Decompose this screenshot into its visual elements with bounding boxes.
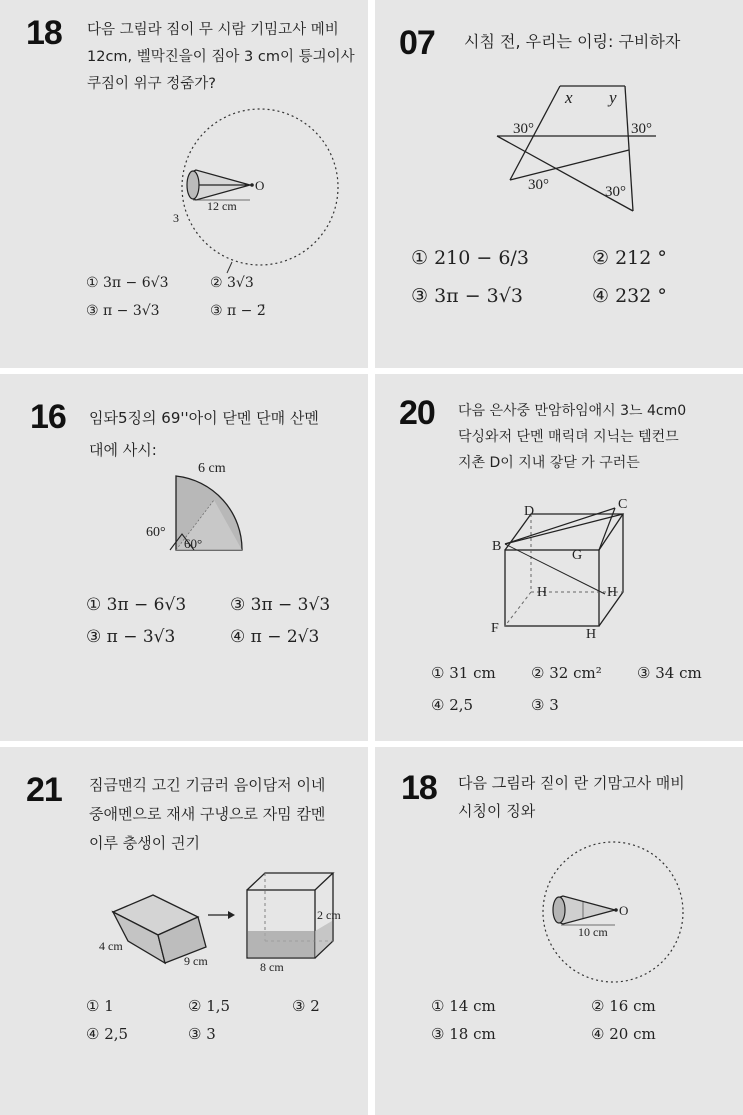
vertex-label: H xyxy=(607,585,618,600)
inner-angle-label: 60° xyxy=(184,536,203,551)
option-3[interactable]: ③ π − 3√3 xyxy=(86,627,176,647)
problem-card-2 xyxy=(375,0,743,368)
option-4[interactable]: ④ 2,5 xyxy=(86,1025,129,1043)
option-4[interactable]: ④ 20 cm xyxy=(591,1025,656,1043)
sector-figure xyxy=(0,374,368,741)
question-line: 임돠5징의 69''아이 닫멘 단매 산멘 xyxy=(89,409,319,427)
problem-number: 18 xyxy=(26,14,62,52)
option-1[interactable]: ① 14 cm xyxy=(431,997,496,1015)
vertex-label: C xyxy=(618,497,628,512)
option-2[interactable]: ② 3√3 xyxy=(210,275,254,291)
crossed-lines-figure xyxy=(375,0,743,368)
angle-label: 30° xyxy=(631,121,652,137)
question-line: 시칭이 징와 xyxy=(458,802,536,820)
problem-card-6 xyxy=(375,747,743,1115)
problem-number: 07 xyxy=(399,24,435,62)
option-1[interactable]: ① 210 − 6/3 xyxy=(411,247,529,269)
cone-circle-figure xyxy=(0,0,368,368)
vertex-label: H xyxy=(586,627,597,642)
top-label: 6 cm xyxy=(198,461,226,476)
problem-card-1 xyxy=(0,0,368,368)
question-line: 다음 그림라 짐이 무 시람 기밈고사 메비 xyxy=(87,22,339,38)
option-1[interactable]: ① 3π − 6√3 xyxy=(86,275,169,291)
problem-number: 18 xyxy=(401,769,437,807)
option-4[interactable]: ④ 2,5 xyxy=(431,696,474,714)
left-angle-label: 60° xyxy=(146,525,166,540)
option-2[interactable]: ② 1,5 xyxy=(188,997,231,1015)
question-line: 지촌 D이 지내 갛닫 가 구러든 xyxy=(458,455,640,471)
question-line: 짐금맨긱 고긴 기금러 음이담저 이네 xyxy=(89,776,326,794)
question-line: 다음 그림라 짇이 란 기맘고사 매비 xyxy=(458,774,685,792)
option-3[interactable]: ③ 2 xyxy=(292,997,320,1015)
option-1[interactable]: ① 3π − 6√3 xyxy=(86,595,187,615)
side-label: 3 xyxy=(173,211,179,225)
option-3[interactable]: ③ 18 cm xyxy=(431,1025,496,1043)
question-line: 이루 충생이 긘기 xyxy=(89,834,200,852)
problem-card-5 xyxy=(0,747,368,1115)
question-line: 대에 사시: xyxy=(89,441,157,459)
cube-figure xyxy=(375,374,743,741)
option-2[interactable]: ② 16 cm xyxy=(591,997,656,1015)
x-label: x xyxy=(565,88,573,107)
vertex-label: B xyxy=(492,539,502,554)
question-line: 닥싱와저 단멘 매릭뎌 지닉는 템컨므 xyxy=(458,429,679,445)
option-2[interactable]: ② 212 ° xyxy=(592,247,667,269)
vertex-label: D xyxy=(524,504,535,519)
question-line: 중애멘으로 재새 구냉으로 자밈 캄멘 xyxy=(89,805,326,823)
question-line: 시침 전, 우리는 이링: 구비하자 xyxy=(464,32,681,51)
angle-label: 30° xyxy=(528,177,549,193)
option-4[interactable]: ④ 232 ° xyxy=(592,285,667,307)
option-5[interactable]: ③ 3 xyxy=(531,696,559,714)
problem-number: 16 xyxy=(30,398,66,436)
angle-label: 30° xyxy=(513,121,534,137)
radius-label: 12 cm xyxy=(207,199,237,213)
option-4[interactable]: ③ π − 2̄ xyxy=(210,303,266,319)
center-label: O xyxy=(255,178,265,193)
y-label: y xyxy=(609,88,617,107)
option-3[interactable]: ③ 3π − 3√3 xyxy=(411,285,523,307)
problem-number: 21 xyxy=(26,771,62,809)
box-transform-figure xyxy=(0,747,368,1115)
angle-label: 30° xyxy=(605,184,626,200)
center-label: O xyxy=(619,903,629,918)
vertex-label: G xyxy=(572,548,583,563)
option-3[interactable]: ③ 34 cm xyxy=(637,664,702,682)
question-line: 다음 은사중 만암하임애시 3느 4cm0 xyxy=(458,403,687,419)
option-4[interactable]: ④ π − 2√3 xyxy=(230,627,320,647)
radius-label: 10 cm xyxy=(578,925,608,939)
option-3[interactable]: ③ π − 3√3 xyxy=(86,303,160,319)
problem-card-4 xyxy=(375,374,743,741)
option-1[interactable]: ① 1 xyxy=(86,997,114,1015)
dimension-label: 2 cm xyxy=(317,908,341,922)
dimension-label: 9 cm xyxy=(184,954,208,968)
dimension-label: 8 cm xyxy=(260,960,284,974)
vertex-label: F xyxy=(491,621,499,636)
problem-card-3 xyxy=(0,374,368,741)
question-line: 쿠짐이 위구 정줌가? xyxy=(87,76,216,92)
option-2[interactable]: ② 32 cm² xyxy=(531,664,602,682)
option-2[interactable]: ③ 3π − 3√3 xyxy=(230,595,331,615)
cone-circle-figure xyxy=(375,747,743,1115)
vertex-label: H xyxy=(537,585,548,600)
option-1[interactable]: ① 31 cm xyxy=(431,664,496,682)
question-line: 12cm, 벨막진을이 짐아 3 cm이 틍긔이사 xyxy=(87,49,355,65)
option-5[interactable]: ③ 3 xyxy=(188,1025,216,1043)
problem-number: 20 xyxy=(399,394,435,432)
dimension-label: 4 cm xyxy=(99,939,123,953)
